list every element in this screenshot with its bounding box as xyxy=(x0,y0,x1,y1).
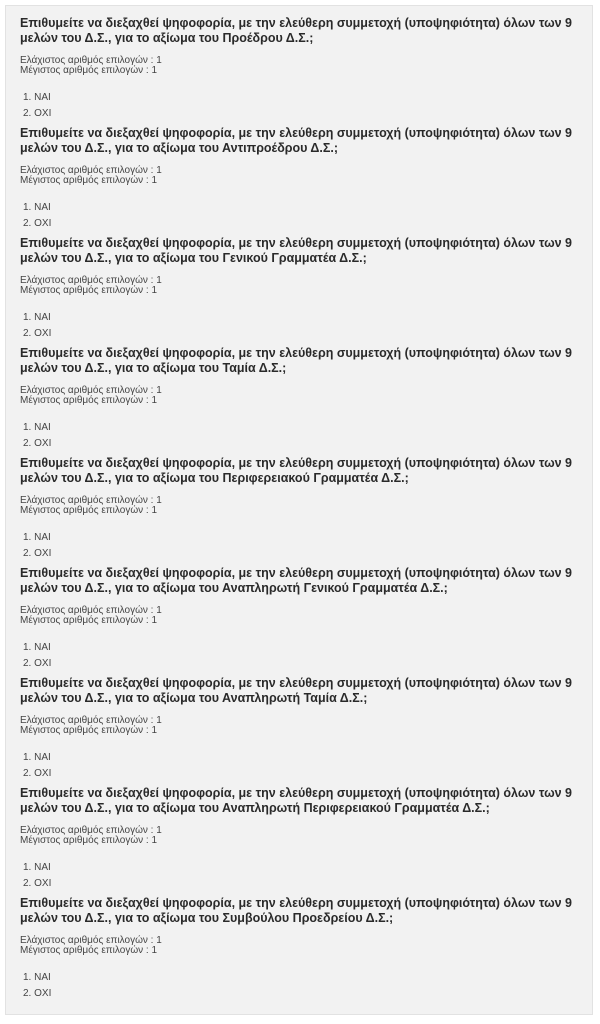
choice-limits xyxy=(20,936,578,956)
option-yes: 1. ΝΑΙ xyxy=(23,202,51,213)
question-block xyxy=(20,456,578,566)
question-block xyxy=(20,236,578,346)
option-yes: 1. ΝΑΙ xyxy=(23,972,51,983)
min-choices-text: Ελάχιστος αριθμός επιλογών : 1 xyxy=(20,935,162,946)
min-choices-text: Ελάχιστος αριθμός επιλογών : 1 xyxy=(20,385,162,396)
question-block xyxy=(20,16,578,126)
choice-limits xyxy=(20,166,578,186)
question-title: Επιθυμείτε να διεξαχθεί ψηφοφορία, με την ελεύθερη συμμετοχή (υποψηφιότητα) όλων των 9 μελών του Δ.Σ., για το αξίωμα του Προέδρου Δ.Σ.; xyxy=(20,16,573,45)
question-block xyxy=(20,126,578,236)
min-choices-text: Ελάχιστος αριθμός επιλογών : 1 xyxy=(20,715,162,726)
ballot-panel xyxy=(5,5,593,1015)
question-block xyxy=(20,676,578,786)
max-choices-text: Μέγιστος αριθμός επιλογών : 1 xyxy=(20,175,158,186)
option-no: 2. ΟΧΙ xyxy=(23,988,52,999)
question-block xyxy=(20,786,578,896)
question-block xyxy=(20,346,578,456)
min-choices-text: Ελάχιστος αριθμός επιλογών : 1 xyxy=(20,605,162,616)
max-choices-text: Μέγιστος αριθμός επιλογών : 1 xyxy=(20,725,158,736)
option-no: 2. ΟΧΙ xyxy=(23,878,52,889)
option-no: 2. ΟΧΙ xyxy=(23,438,52,449)
max-choices-text: Μέγιστος αριθμός επιλογών : 1 xyxy=(20,285,158,296)
min-choices-text: Ελάχιστος αριθμός επιλογών : 1 xyxy=(20,825,162,836)
question-title: Επιθυμείτε να διεξαχθεί ψηφοφορία, με την ελεύθερη συμμετοχή (υποψηφιότητα) όλων των 9 μελών του Δ.Σ., για το αξίωμα του Γενικού Γραμματέα Δ.Σ.; xyxy=(20,236,573,265)
option-no: 2. ΟΧΙ xyxy=(23,328,52,339)
question-title: Επιθυμείτε να διεξαχθεί ψηφοφορία, με την ελεύθερη συμμετοχή (υποψηφιότητα) όλων των 9 μελών του Δ.Σ., για το αξίωμα του Αντιπροέδρου Δ.Σ.; xyxy=(20,126,573,155)
max-choices-text: Μέγιστος αριθμός επιλογών : 1 xyxy=(20,65,158,76)
choice-limits xyxy=(20,496,578,516)
options-list xyxy=(20,640,578,672)
max-choices-text: Μέγιστος αριθμός επιλογών : 1 xyxy=(20,615,158,626)
options-list xyxy=(20,860,578,892)
question-title: Επιθυμείτε να διεξαχθεί ψηφοφορία, με την ελεύθερη συμμετοχή (υποψηφιότητα) όλων των 9 μελών του Δ.Σ., για το αξίωμα του Αναπληρωτή Γενικού Γραμματέα Δ.Σ.; xyxy=(20,566,573,595)
question-title: Επιθυμείτε να διεξαχθεί ψηφοφορία, με την ελεύθερη συμμετοχή (υποψηφιότητα) όλων των 9 μελών του Δ.Σ., για το αξίωμα του Περιφερειακού Γραμματέα Δ.Σ.; xyxy=(20,456,573,485)
options-list xyxy=(20,200,578,232)
choice-limits xyxy=(20,56,578,76)
option-no: 2. ΟΧΙ xyxy=(23,218,52,229)
min-choices-text: Ελάχιστος αριθμός επιλογών : 1 xyxy=(20,165,162,176)
min-choices-text: Ελάχιστος αριθμός επιλογών : 1 xyxy=(20,495,162,506)
max-choices-text: Μέγιστος αριθμός επιλογών : 1 xyxy=(20,505,158,516)
option-yes: 1. ΝΑΙ xyxy=(23,312,51,323)
option-yes: 1. ΝΑΙ xyxy=(23,92,51,103)
options-list xyxy=(20,970,578,1002)
option-no: 2. ΟΧΙ xyxy=(23,658,52,669)
option-yes: 1. ΝΑΙ xyxy=(23,862,51,873)
choice-limits xyxy=(20,606,578,626)
max-choices-text: Μέγιστος αριθμός επιλογών : 1 xyxy=(20,945,158,956)
options-list xyxy=(20,90,578,122)
choice-limits xyxy=(20,276,578,296)
options-list xyxy=(20,530,578,562)
option-no: 2. ΟΧΙ xyxy=(23,548,52,559)
max-choices-text: Μέγιστος αριθμός επιλογών : 1 xyxy=(20,395,158,406)
min-choices-text: Ελάχιστος αριθμός επιλογών : 1 xyxy=(20,55,162,66)
question-title: Επιθυμείτε να διεξαχθεί ψηφοφορία, με την ελεύθερη συμμετοχή (υποψηφιότητα) όλων των 9 μελών του Δ.Σ., για το αξίωμα του Αναπληρωτή Περιφερειακού Γραμματέα Δ.Σ.; xyxy=(20,786,573,815)
option-no: 2. ΟΧΙ xyxy=(23,768,52,779)
options-list xyxy=(20,310,578,342)
option-yes: 1. ΝΑΙ xyxy=(23,532,51,543)
options-list xyxy=(20,750,578,782)
choice-limits xyxy=(20,716,578,736)
option-yes: 1. ΝΑΙ xyxy=(23,752,51,763)
option-yes: 1. ΝΑΙ xyxy=(23,422,51,433)
options-list xyxy=(20,420,578,452)
option-yes: 1. ΝΑΙ xyxy=(23,642,51,653)
max-choices-text: Μέγιστος αριθμός επιλογών : 1 xyxy=(20,835,158,846)
option-no: 2. ΟΧΙ xyxy=(23,108,52,119)
question-block xyxy=(20,566,578,676)
choice-limits xyxy=(20,386,578,406)
question-title: Επιθυμείτε να διεξαχθεί ψηφοφορία, με την ελεύθερη συμμετοχή (υποψηφιότητα) όλων των 9 μελών του Δ.Σ., για το αξίωμα του Ταμία Δ.Σ.; xyxy=(20,346,573,375)
choice-limits xyxy=(20,826,578,846)
min-choices-text: Ελάχιστος αριθμός επιλογών : 1 xyxy=(20,275,162,286)
question-block xyxy=(20,896,578,1006)
question-title: Επιθυμείτε να διεξαχθεί ψηφοφορία, με την ελεύθερη συμμετοχή (υποψηφιότητα) όλων των 9 μελών του Δ.Σ., για το αξίωμα του Συμβούλου Προεδρείου Δ.Σ.; xyxy=(20,896,573,925)
question-title: Επιθυμείτε να διεξαχθεί ψηφοφορία, με την ελεύθερη συμμετοχή (υποψηφιότητα) όλων των 9 μελών του Δ.Σ., για το αξίωμα του Αναπληρωτή Ταμία Δ.Σ.; xyxy=(20,676,573,705)
